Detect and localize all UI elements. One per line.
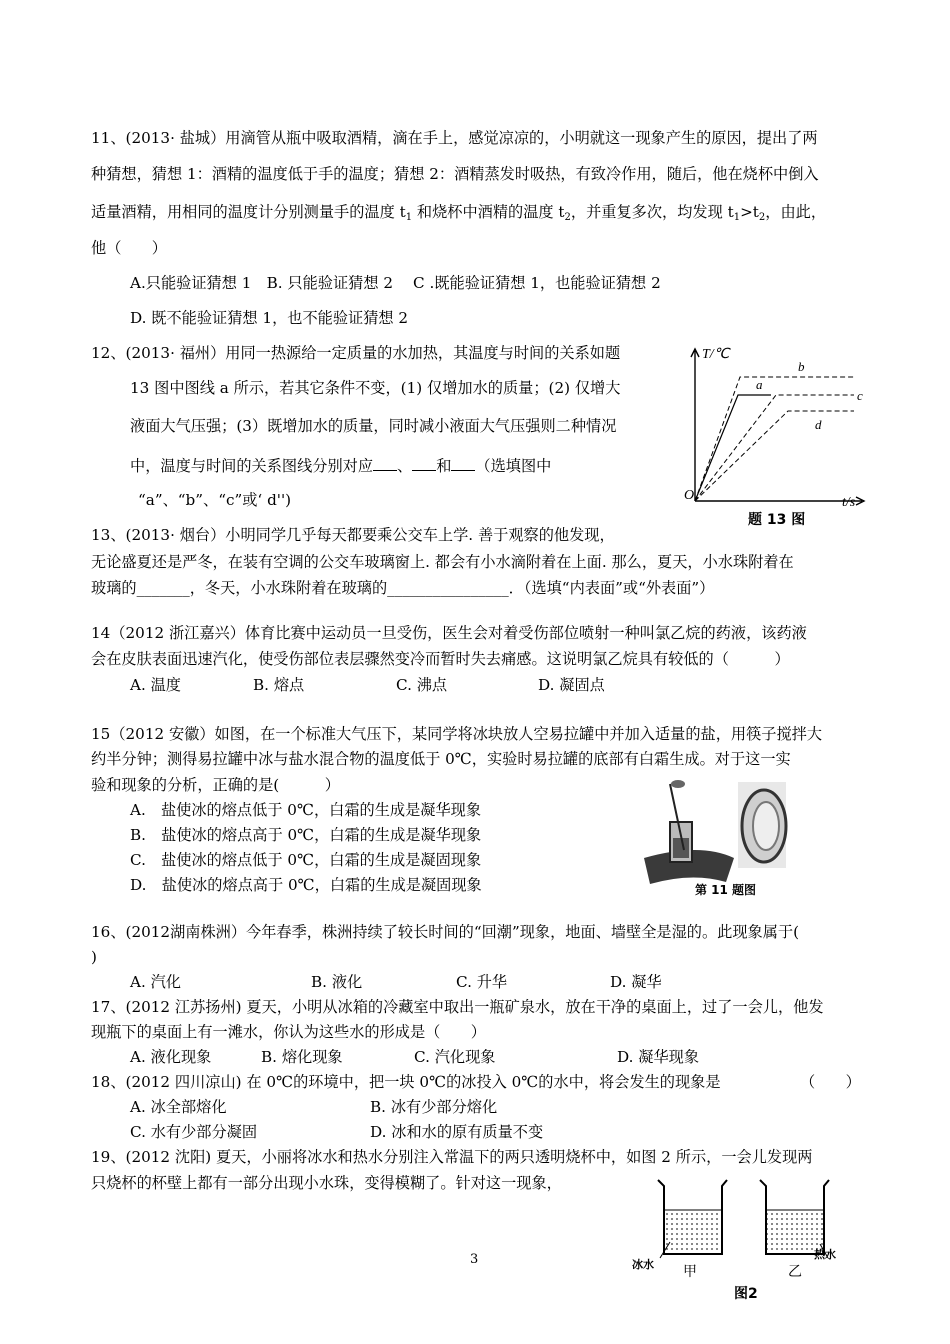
label-hot-water: 热水: [814, 1248, 836, 1261]
q11-sub1: 1: [405, 212, 413, 223]
q16-option-d: D. 凝华: [610, 973, 662, 991]
graph-label-c: c: [857, 388, 863, 403]
q14-line1: 14（2012 浙江嘉兴）体育比赛中运动员一旦受伤，医生会对着受伤部位喷射一种叫氯乙烷的药液，该药液: [91, 624, 807, 642]
q15-line2: 约半分钟；测得易拉罐中冰与盐水混合物的温度低于 0℃，实验时易拉罐的底部有白霜生成。对于这一实: [91, 750, 791, 768]
q11-line1: 11、(2013· 盐城）用滴管从瓶中吸取酒精，滴在手上，感觉凉凉的，小明就这一现象产生的原因，提出了两: [91, 129, 818, 147]
q12-blank1[interactable]: [373, 455, 397, 471]
graph-curve-a: [695, 395, 771, 501]
graph-x-label: t/s: [842, 495, 856, 510]
beaker-jia-water: [665, 1210, 721, 1253]
q12-line4-b: 、: [397, 457, 413, 475]
q13-line1: 13、(2013· 烟台）小明同学几乎每天都要乘公交车上学. 善于观察的他发现，: [91, 526, 615, 544]
graph-caption: 题 13 图: [748, 512, 806, 528]
q18-option-b: B. 冰有少部分熔化: [370, 1098, 498, 1116]
q11-sub3: 1: [733, 212, 741, 223]
q11-line3-d: >t: [740, 203, 759, 221]
q12-blank2[interactable]: [412, 455, 436, 471]
q18-option-d: D. 冰和水的原有质量不变: [370, 1123, 544, 1141]
q11-line2: 种猜想，猜想 1：酒精的温度低于手的温度；猜想 2：酒精蒸发时吸热，有致冷作用，随后，他在烧杯中倒入: [91, 165, 819, 183]
q11-line4: 他（ ）: [91, 239, 167, 257]
q15-option-a: A. 盐使冰的熔点低于 0℃，白霜的生成是凝华现象: [130, 801, 482, 819]
q16-line2: ): [91, 948, 97, 966]
photo-frost: [753, 802, 779, 850]
q11-sub2: 2: [564, 212, 571, 223]
q11-line3: [91, 202, 826, 228]
q12-line2: 13 图中图线 a 所示，若其它条件不变，(1) 仅增加水的质量；(2) 仅增大: [130, 379, 621, 397]
label-ice-water: 冰水: [632, 1258, 654, 1271]
q17-option-b: B. 熔化现象: [261, 1048, 343, 1066]
q18-line1: 18、(2012 四川凉山) 在 0℃的环境中，把一块 0℃的冰投入 0℃的水中，将会发生的现象是: [91, 1073, 721, 1091]
q11-line3-c: ，并重复多次，均发现 t: [570, 203, 734, 221]
q11-option-d: D. 既不能验证猜想 1，也不能验证猜想 2: [130, 309, 409, 327]
q15-figure-caption: 第 11 题图: [695, 883, 757, 897]
q15-option-c: C. 盐使冰的熔点低于 0℃，白霜的生成是凝固现象: [130, 851, 482, 869]
graph-y-label: T/℃: [702, 347, 730, 362]
q19-line1: 19、(2012 沈阳) 夏天，小丽将冰水和热水分别注入常温下的两只透明烧杯中，如图 2 所示，一会儿发现两: [91, 1148, 813, 1166]
q12-blank3[interactable]: [451, 455, 475, 471]
photo-hand: [671, 780, 685, 788]
q17-option-d: D. 凝华现象: [617, 1048, 700, 1066]
q14-line2: 会在皮肤表面迅速汽化，使受伤部位表层骤然变冷而暂时失去痛感。这说明氯乙烷具有较低的（ ）: [91, 650, 790, 668]
page-number: 3: [470, 1252, 479, 1267]
q15-line1: 15（2012 安徽）如图，在一个标准大气压下，某同学将冰块放人空易拉罐中并加入适量的盐，用筷子搅拌大: [91, 725, 823, 743]
graph-label-b: b: [798, 359, 805, 374]
q11-sub4: 2: [758, 212, 766, 223]
q17-line2: 现瓶下的桌面上有一滩水，你认为这些水的形成是（ ）: [91, 1023, 486, 1041]
label-yi: 乙: [788, 1264, 802, 1280]
q11-line3-a: 适量酒精，用相同的温度计分别测量手的温度 t: [91, 203, 406, 221]
graph-label-a: a: [756, 377, 763, 392]
q16-option-a: A. 汽化: [130, 973, 181, 991]
q13-line2: 无论盛夏还是严冬，在装有空调的公交车玻璃窗上. 都会有小水滴附着在上面. 那么，夏天，小水珠附着在: [91, 553, 794, 571]
q15-option-b: B. 盐使冰的熔点高于 0℃，白霜的生成是凝华现象: [130, 826, 482, 844]
q15-can-photo: [640, 780, 790, 898]
q12-line5: “a”、“b”、“c”或‘ d''): [138, 491, 292, 509]
q12-line4-a: 中，温度与时间的关系图线分别对应: [130, 457, 373, 475]
label-jia: 甲: [683, 1264, 697, 1280]
q12-line4: [130, 455, 551, 476]
q15-line3: 验和现象的分析，正确的是( ）: [91, 776, 340, 794]
graph-origin: O: [684, 488, 695, 503]
q17-option-a: A. 液化现象: [130, 1048, 212, 1066]
graph-label-d: d: [815, 417, 822, 432]
graph-curve-d: [695, 411, 854, 501]
q12-line4-c: 和: [436, 457, 452, 475]
figure2-caption: 图2: [734, 1286, 758, 1302]
q13-line3: 玻璃的_______，冬天，小水珠附着在玻璃的________________．（选填“内表面”或“外表面”）: [91, 579, 715, 597]
q15-option-d: D. 盐使冰的熔点高于 0℃，白霜的生成是凝固现象: [130, 876, 482, 894]
q16-option-c: C. 升华: [456, 973, 508, 991]
q16-option-b: B. 液化: [311, 973, 363, 991]
graph-curve-b: [695, 377, 854, 501]
q19-line2: 只烧杯的杯壁上都有一部分出现小水珠，变得模糊了。针对这一现象，: [91, 1174, 562, 1192]
q12-line3: 液面大气压强；(3）既增加水的质量，同时减小液面大气压强则二种情况: [130, 417, 617, 435]
q18-option-a: A. 冰全部熔化: [130, 1098, 227, 1116]
q18-option-c: C. 水有少部分凝固: [130, 1123, 258, 1141]
q12-line4-d: （选填图中: [475, 457, 552, 475]
q11-line3-b: 和烧杯中酒精的温度 t: [412, 203, 565, 221]
q19-beakers-figure: [630, 1172, 840, 1306]
q18-answer-paren: （ ）: [800, 1073, 861, 1091]
q16-line1: 16、(2012湖南株洲）今年春季，株洲持续了较长时间的“回潮”现象，地面、墙壁全是湿的。此现象属于(: [91, 923, 800, 941]
q11-options-abc: A.只能验证猜想 1 B. 只能验证猜想 2 C .既能验证猜想 1，也能验证猜想 2: [130, 274, 661, 292]
photo-can-contents: [673, 838, 689, 858]
q14-option-c: C. 沸点: [396, 676, 448, 694]
q11-line3-e: ，由此，: [765, 203, 827, 221]
q17-option-c: C. 汽化现象: [414, 1048, 496, 1066]
beaker-yi-water: [767, 1210, 823, 1253]
q14-option-d: D. 凝固点: [538, 676, 605, 694]
q12-temperature-time-graph: [676, 343, 874, 533]
q17-line1: 17、(2012 江苏扬州) 夏天，小明从冰箱的冷藏室中取出一瓶矿泉水，放在干净的桌面上，过了一会儿，他发: [91, 998, 824, 1016]
q14-option-b: B. 熔点: [253, 676, 305, 694]
q12-line1: 12、(2013· 福州）用同一热源给一定质量的水加热，其温度与时间的关系如题: [91, 344, 621, 362]
q14-option-a: A. 温度: [130, 676, 181, 694]
